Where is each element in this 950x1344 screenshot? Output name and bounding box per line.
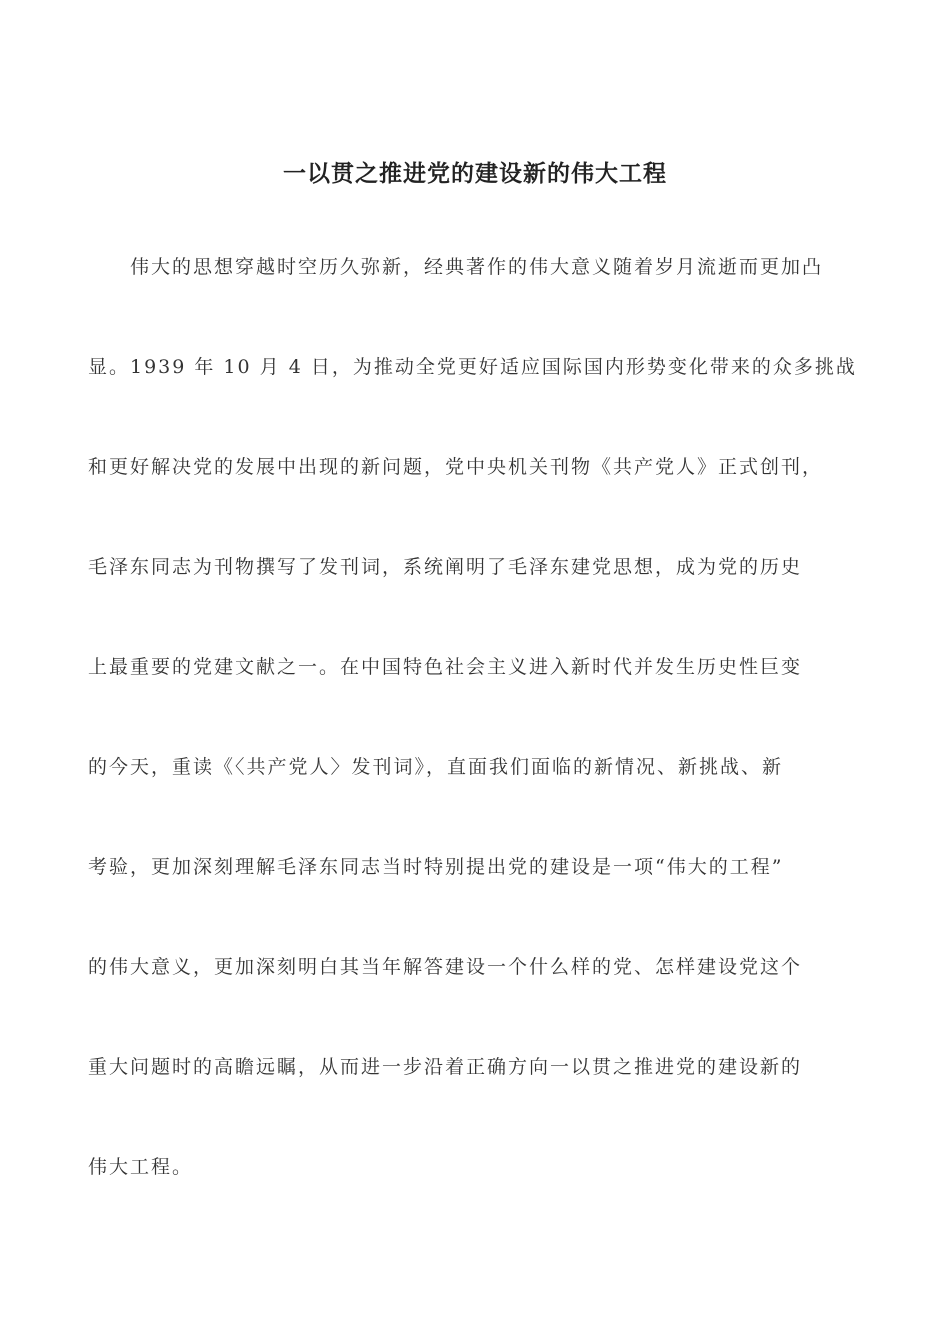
paragraph-line: 显。1939 年 10 月 4 日，为推动全党更好适应国际国内形势变化带来的众多挑战 xyxy=(88,356,857,378)
paragraph-line: 的今天，重读《〈共产党人〉发刊词》，直面我们面临的新情况、新挑战、新 xyxy=(88,756,784,778)
paragraph-line: 上最重要的党建文献之一。在中国特色社会主义进入新时代并发生历史性巨变 xyxy=(88,656,803,678)
paragraph-line: 伟大工程。 xyxy=(88,1156,194,1178)
paragraph-line: 考验，更加深刻理解毛泽东同志当时特别提出党的建设是一项“伟大的工程” xyxy=(88,856,784,878)
paragraph-line: 毛泽东同志为刊物撰写了发刊词，系统阐明了毛泽东建党思想，成为党的历史 xyxy=(88,556,803,578)
paragraph-line: 的伟大意义，更加深刻明白其当年解答建设一个什么样的党、怎样建设党这个 xyxy=(88,956,803,978)
paragraph-line: 重大问题时的高瞻远瞩，从而进一步沿着正确方向一以贯之推进党的建设新的 xyxy=(88,1056,803,1078)
paragraph-line: 伟大的思想穿越时空历久弥新，经典著作的伟大意义随着岁月流逝而更加凸 xyxy=(88,256,824,278)
document-title: 一以贯之推进党的建设新的伟大工程 xyxy=(283,160,667,187)
paragraph-line: 和更好解决党的发展中出现的新问题，党中央机关刊物《共产党人》正式创刊， xyxy=(88,456,824,478)
